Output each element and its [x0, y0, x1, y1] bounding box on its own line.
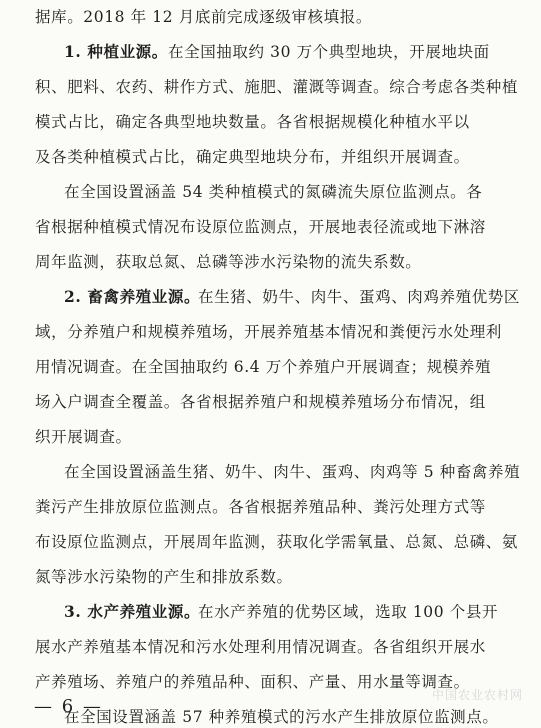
paragraph-line: 省根据种植模式情况布设原位监测点，开展地表径流或地下淋溶	[35, 218, 486, 236]
paragraph-line: 及各类种植模式占比，确定典型地块分布，并组织开展调查。	[35, 148, 470, 166]
paragraph-line: 在全国抽取约 30 万个典型地块，开展地块面	[168, 43, 490, 61]
paragraph-line: 用情况调查。在全国抽取约 6.4 万个养殖户开展调查；规模养殖	[35, 358, 492, 376]
paragraph-line: 积、肥料、农药、耕作方式、施肥、灌溉等调查。综合考虑各类种植	[35, 78, 519, 96]
paragraph-line: 布设原位监测点，开展周年监测，获取化学需氧量、总氮、总磷、氨	[35, 533, 519, 551]
paragraph-line: 在全国设置涵盖生猪、奶牛、肉牛、蛋鸡、肉鸡等 5 种畜禽养殖	[64, 463, 521, 481]
paragraph-line: 周年监测，获取总氮、总磷等涉水污染物的流失系数。	[35, 253, 422, 271]
paragraph-line: 粪污产生排放原位监测点。各省根据养殖品种、粪污处理方式等	[35, 498, 486, 516]
paragraph-line: 在水产养殖的优势区域，选取 100 个县开	[198, 603, 499, 621]
watermark: 中国农业农村网	[431, 688, 523, 702]
section-heading: 1. 种植业源。	[64, 42, 168, 61]
paragraph-line: 场入户调查全覆盖。各省根据养殖户和规模养殖场分布情况，组	[35, 393, 486, 411]
paragraph-line: 织开展调查。	[35, 428, 132, 446]
paragraph-line: 模式占比，确定各典型地块数量。各省根据规模化种植水平以	[35, 113, 470, 131]
paragraph-line: 在全国设置涵盖 57 种养殖模式的污水产生排放原位监测点。	[64, 708, 499, 726]
paragraph-line: 在全国设置涵盖 54 类种植模式的氮磷流失原位监测点。各	[64, 183, 483, 201]
section-heading: 3. 水产养殖业源。	[64, 602, 201, 621]
page-number: — 6 —	[34, 696, 103, 717]
section-heading: 2. 畜禽养殖业源。	[64, 287, 201, 306]
paragraph-line: 域，分养殖户和规模养殖场，开展养殖基本情况和粪便污水处理利	[35, 323, 502, 341]
paragraph-line: 在生猪、奶牛、肉牛、蛋鸡、肉鸡养殖优势区	[198, 288, 521, 306]
paragraph-line: 产养殖场、养殖户的养殖品种、面积、产量、用水量等调查。	[35, 673, 470, 691]
paragraph-line: 展水产养殖基本情况和污水处理利用情况调查。各省组织开展水	[35, 638, 486, 656]
paragraph-line: 氮等涉水污染物的产生和排放系数。	[35, 568, 293, 586]
paragraph-line: 据库。2018 年 12 月底前完成逐级审核填报。	[35, 8, 372, 26]
